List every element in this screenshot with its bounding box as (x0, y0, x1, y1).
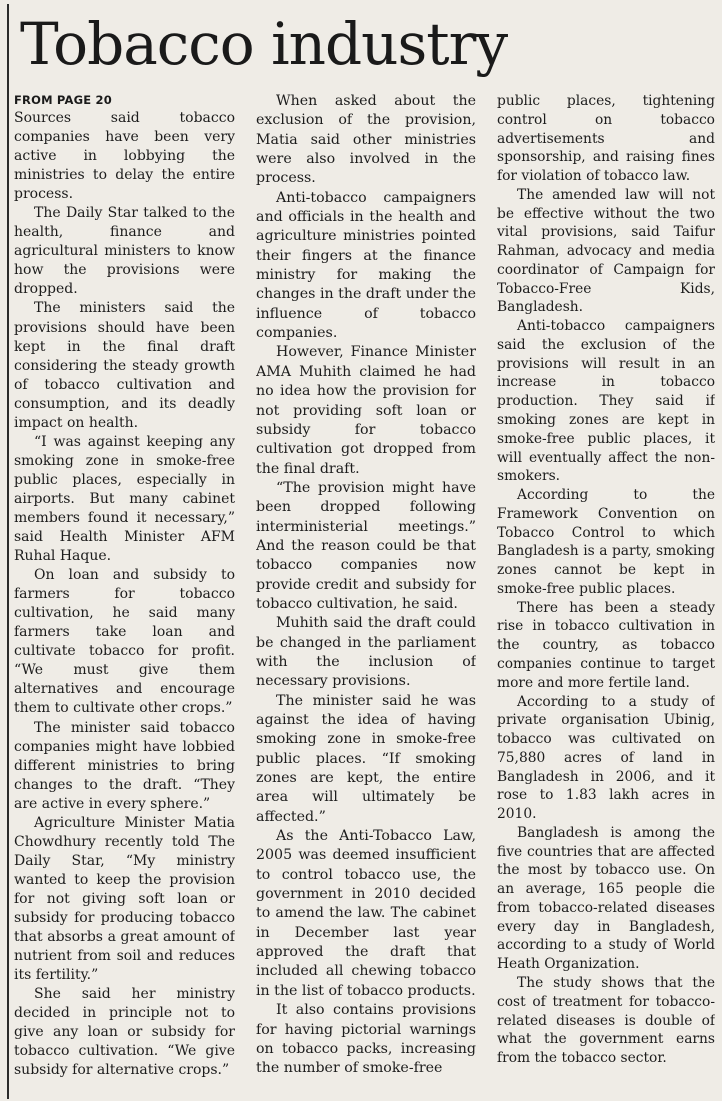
paragraph: There has been a steady rise in tobacco cultivation in the country, as tobacco companies continue to target more and more fertile land. (497, 599, 715, 691)
paragraph: The Daily Star talked to the health, finance and agricultural ministers to know how the provisions were dropped. (14, 205, 235, 298)
paragraph: The minister said tobacco companies might have lobbied different ministries to bring changes to the draft. “They are active in every sphere.” (14, 719, 235, 812)
paragraph: As the Anti-Tobacco Law, 2005 was deemed insufficient to control tobacco use, the government in 2010 decided to amend the law. The cabinet in December last year approved the draft that included all chewing tobacco in the list of tobacco products. (256, 828, 476, 999)
paragraph: She said her ministry decided in principle not to give any loan or subsidy for tobacco cultivation. “We give subsidy for alternative crops.” (14, 986, 235, 1079)
paragraph: According to a study of private organisation Ubinig, tobacco was cultivated on 75,880 acres of land in Bangladesh in 2006, and it rose to 1.83 lakh acres in 2010. (497, 693, 715, 823)
article-column-3 (497, 92, 715, 1096)
paragraph: However, Finance Minister AMA Muhith claimed he had no idea how the provision for not providing soft loan or subsidy for tobacco cultivation got dropped from the final draft. (256, 344, 476, 477)
paragraph: public places, tightening control on tobacco advertisements and sponsorship, and raising fines for violation of tobacco law. (497, 93, 715, 185)
paragraph: Muhith said the draft could be changed in the parliament with the inclusion of necessary provisions. (256, 615, 476, 690)
paragraph: When asked about the exclusion of the provision, Matia said other ministries were also involved in the process. (256, 93, 476, 187)
paragraph: According to the Framework Convention on Tobacco Control to which Bangladesh is a party, smoking zones cannot be kept in smoke-free public places. (497, 487, 715, 597)
paragraph: The ministers said the provisions should have been kept in the final draft considering the steady growth of tobacco cultivation and consumption, and its deadly impact on health. (14, 300, 235, 431)
paragraph: The amended law will not be effective without the two vital provisions, said Taifur Rahman, advocacy and media coordinator of Campaign for Tobacco-Free Kids, Bangladesh. (497, 186, 715, 316)
left-column-rule (7, 4, 9, 1099)
jump-kicker: FROM PAGE 20 (14, 93, 112, 107)
paragraph: “I was against keeping any smoking zone in smoke-free public places, especially in airports. But many cabinet members found it necessary,” said Health Minister AFM Ruhal Haque. (14, 433, 235, 565)
paragraph: Agriculture Minister Matia Chowdhury recently told The Daily Star, “My ministry wanted to keep the provision for not giving soft loan or subsidy for producing tobacco that absorbs a great amount of nutrient from soil and reduces its fertility.” (14, 814, 235, 984)
article-column-2 (256, 92, 476, 1096)
paragraph: Bangladesh is among the five countries that are affected the most by tobacco use. On an average, 165 people die from tobacco-related diseases every day in Bangladesh, according to a study of World Heath Organization. (497, 824, 715, 973)
headline: Tobacco industry (20, 10, 508, 78)
paragraph: Anti-tobacco campaigners and officials in the health and agriculture ministries pointed their fingers at the finance ministry for making the changes in the draft under the influence of tobacco companies. (256, 189, 476, 342)
paragraph: On loan and subsidy to farmers for tobacco cultivation, he said many farmers take loan and cultivate tobacco for profit. “We must give them alternatives and encourage them to cultivate other crops.” (14, 567, 235, 717)
paragraph: Sources said tobacco companies have been very active in lobbying the ministries to delay the entire process. (14, 110, 235, 203)
paragraph: Anti-tobacco campaigners said the exclusion of the provisions will result in an increase in tobacco production. They said if smoking zones are kept in smoke-free public places, it will eventually affect the non-smokers. (497, 318, 715, 485)
paragraph: It also contains provisions for having pictorial warnings on tobacco packs, increasing the number of smoke-free (256, 1002, 476, 1077)
paragraph: The study shows that the cost of treatment for tobacco-related diseases is double of what the government earns from the tobacco sector. (497, 974, 715, 1067)
paragraph: “The provision might have been dropped following interministerial meetings.” And the reason could be that tobacco companies now provide credit and subsidy for tobacco cultivation, he said. (256, 479, 476, 612)
paragraph: The minister said he was against the idea of having smoking zone in smoke-free public places. “If smoking zones are kept, the entire area will ultimately be affected.” (256, 692, 476, 825)
article-column-1 (14, 92, 235, 1096)
